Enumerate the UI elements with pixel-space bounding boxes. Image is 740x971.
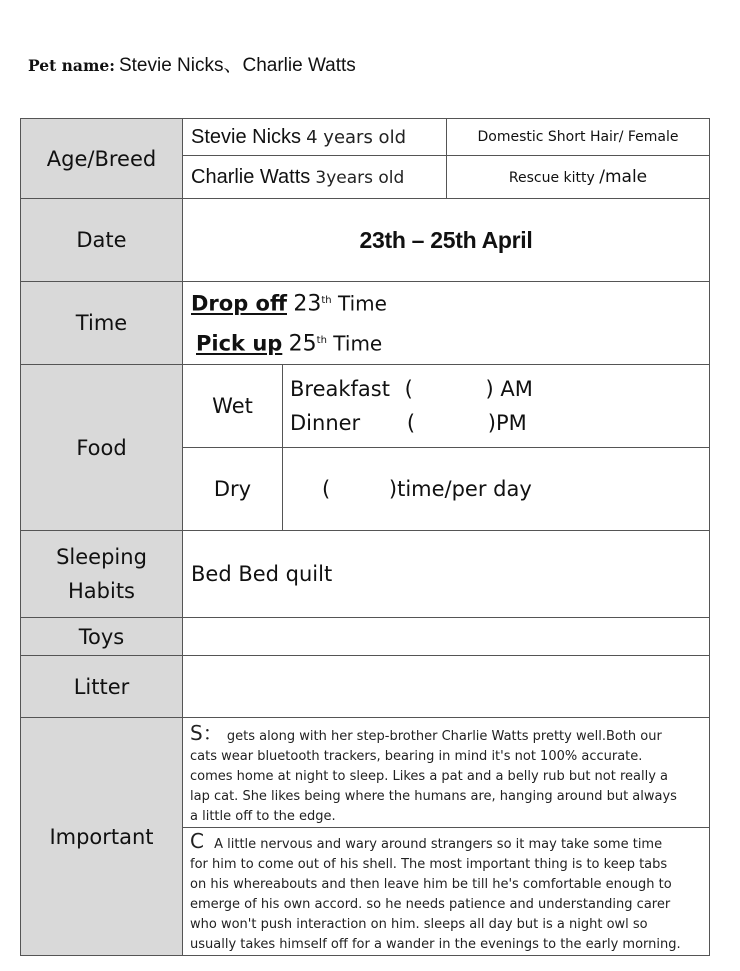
pet1-breed: Domestic Short Hair/ Female <box>447 119 710 156</box>
important-c-line-0: A little nervous and wary around strangers so it may take some time <box>214 837 663 852</box>
important-s-line-2: comes home at night to sleep. Likes a pat and a belly rub but not really a <box>190 768 669 784</box>
important-stevie-notes <box>183 718 710 828</box>
time-values-cell <box>183 282 710 365</box>
important-s-line-4: a little off to the edge. <box>190 808 336 824</box>
dry-amount-cell <box>283 448 710 531</box>
pet2-name-age-cell <box>183 156 447 199</box>
important-charlie-notes <box>183 828 710 956</box>
important-c-line-1: for him to come out of his shell. The most important thing is to keep tabs <box>190 857 668 872</box>
dinner-label: Dinner <box>290 411 361 435</box>
pick-up-suffix: th <box>316 335 327 346</box>
drop-off-label: Drop off <box>191 292 287 316</box>
time-row <box>21 282 710 365</box>
sleeping-row <box>21 531 710 618</box>
drop-off-day: 23 <box>293 292 322 317</box>
age-breed-row-1 <box>21 119 710 156</box>
pick-up-time-label: Time <box>333 331 383 356</box>
important-row-1 <box>21 718 710 828</box>
important-c-prefix: C <box>190 829 204 853</box>
age-breed-label: Age/Breed <box>21 119 183 199</box>
important-c-line-2: on his whereabouts and then leave him be till he's comfortable enough to <box>190 877 672 892</box>
sleeping-label-line1: Sleeping <box>56 545 147 569</box>
wet-label: Wet <box>183 365 283 448</box>
pet1-age: 4 years old <box>306 126 406 148</box>
important-c-line-5: usually takes himself off for a wander in the evenings to the early morning. <box>190 937 681 952</box>
sleeping-value: Bed Bed quilt <box>183 531 710 618</box>
pet-name-line <box>28 50 356 77</box>
toys-value <box>183 618 710 656</box>
important-s-line-1: cats wear bluetooth trackers, bearing in mind it's not 100% accurate. <box>190 748 643 764</box>
pet-name-label: Pet name: <box>28 56 115 75</box>
sleeping-label <box>21 531 183 618</box>
pet2-age: 3years old <box>315 167 405 188</box>
date-value: 23th – 25th April <box>183 199 710 282</box>
litter-row <box>21 656 710 718</box>
breakfast-am: ) AM <box>485 377 533 401</box>
pet2-breed: Rescue kitty <box>508 170 595 186</box>
dinner-pm: )PM <box>487 411 527 435</box>
important-s-line-0: gets along with her step-brother Charlie Watts pretty well.Both our <box>226 728 662 744</box>
dry-label: Dry <box>183 448 283 531</box>
dry-frequency: )time/per day <box>388 477 532 501</box>
drop-off-suffix: th <box>321 295 332 307</box>
important-s-line-3: lap cat. She likes being where the humans are, hanging around but always <box>190 788 677 804</box>
date-label: Date <box>21 199 183 282</box>
breakfast-label: Breakfast <box>290 377 390 401</box>
food-wet-row <box>21 365 710 448</box>
wet-meals-cell <box>283 365 710 448</box>
pick-up-day: 25 <box>288 331 317 357</box>
date-row <box>21 199 710 282</box>
important-s-prefix: S： <box>190 720 223 745</box>
litter-value <box>183 656 710 718</box>
breakfast-line <box>290 372 709 406</box>
pet-name-value: Stevie Nicks、Charlie Watts <box>118 55 356 76</box>
pick-up-label: Pick up <box>196 331 283 356</box>
toys-row <box>21 618 710 656</box>
pet-care-form-table <box>20 118 710 956</box>
pet2-name: Charlie Watts <box>191 165 311 188</box>
food-label: Food <box>21 365 183 531</box>
dinner-open-paren: ( <box>406 411 416 435</box>
dinner-line <box>290 406 709 440</box>
important-c-line-4: who won't push interaction on him. sleeps all day but is a night owl so <box>190 917 648 932</box>
dry-open-paren: ( <box>322 477 331 501</box>
pick-up-line <box>191 323 709 363</box>
important-c-line-3: emerge of his own accord. so he needs patience and understanding carer <box>190 897 671 912</box>
time-label: Time <box>21 282 183 365</box>
litter-label: Litter <box>21 656 183 718</box>
pet1-name-age-cell <box>183 119 447 156</box>
drop-off-line <box>191 283 709 323</box>
pet2-sex: /male <box>599 167 648 187</box>
breakfast-open-paren: ( <box>404 377 413 401</box>
important-label: Important <box>21 718 183 956</box>
pet1-name: Stevie Nicks <box>191 125 302 148</box>
toys-label: Toys <box>21 618 183 656</box>
sleeping-label-line2: Habits <box>68 579 135 603</box>
drop-off-time-label: Time <box>337 292 387 316</box>
pet2-breed-cell <box>447 156 710 199</box>
